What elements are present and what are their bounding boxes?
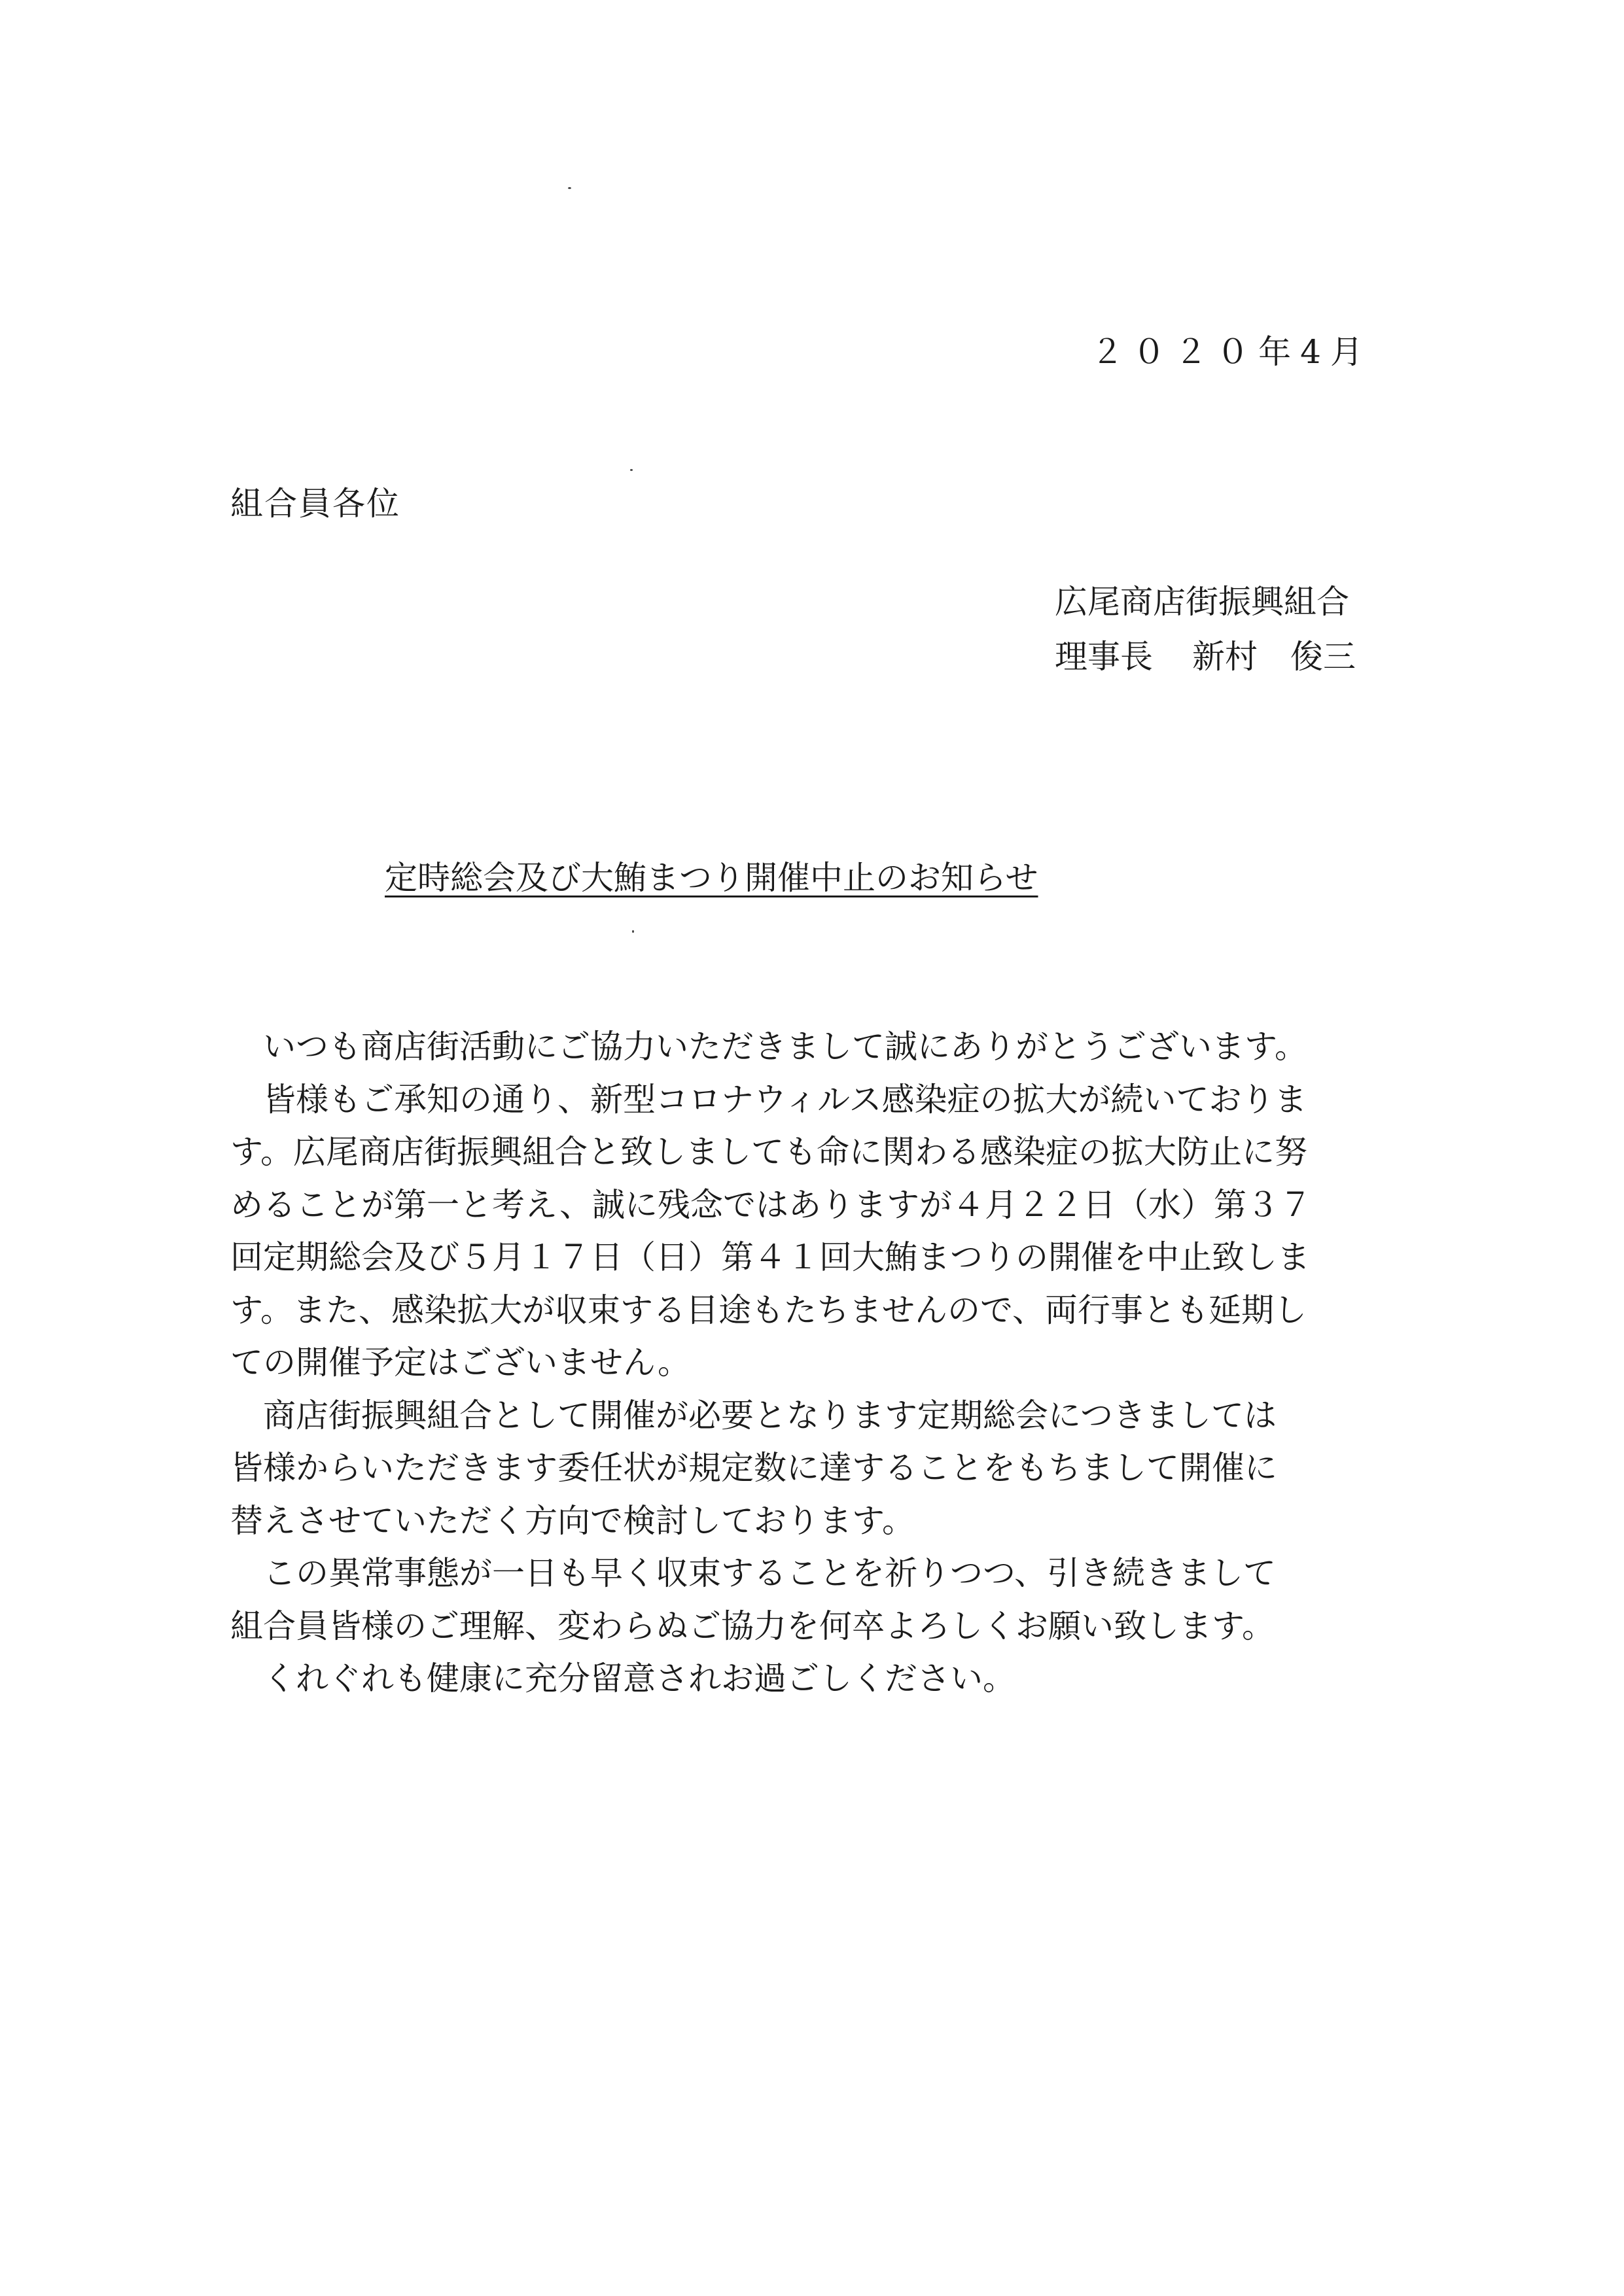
body-line: めることが第一と考え、誠に残念ではありますが４月２２日（水）第３７ bbox=[230, 1185, 1312, 1224]
scan-speck bbox=[630, 469, 633, 471]
notice-title: 定時総会及び大鮪まつり開催中止のお知らせ bbox=[385, 859, 1038, 897]
letter-date: ２０２０年4月 bbox=[1091, 333, 1372, 371]
body-line: 皆様もご承知の通り、新型コロナウィルス感染症の拡大が続いておりま bbox=[230, 1080, 1307, 1119]
recipient-salutation: 組合員各位 bbox=[230, 485, 400, 523]
sender-block bbox=[1055, 574, 1356, 684]
sender-name-line bbox=[1055, 629, 1356, 684]
body-line: 皆様からいただきます委任状が規定数に達することをもちまして開催に bbox=[230, 1449, 1277, 1487]
sender-surname: 新村 bbox=[1192, 638, 1258, 676]
scan-speck bbox=[632, 930, 634, 933]
body-line: この異常事態が一日も早く収束することを祈りつつ、引き続きまして bbox=[230, 1554, 1276, 1592]
scan-speck bbox=[568, 187, 571, 189]
body-line: くれぐれも健康に充分留意されお過ごしください。 bbox=[230, 1660, 1015, 1697]
body-line: 回定期総会及び５月１７日（日）第４１回大鮪まつりの開催を中止致しま bbox=[230, 1238, 1310, 1276]
body-line: 組合員皆様のご理解、変わらぬご協力を何卒よろしくお願い致します。 bbox=[230, 1607, 1275, 1645]
notice-body bbox=[230, 1020, 1402, 1705]
body-line: 替えさせていただく方向で検討しております。 bbox=[230, 1501, 915, 1540]
body-line: す。広尾商店街振興組合と致しましても命に関わる感染症の拡大防止に努 bbox=[230, 1133, 1307, 1171]
sender-given-name: 俊三 bbox=[1290, 638, 1356, 676]
body-line: す。また、感染拡大が収束する目途もたちませんので、両行事とも延期し bbox=[230, 1291, 1307, 1329]
sender-title: 理事長 bbox=[1055, 638, 1153, 676]
sender-organization: 広尾商店街振興組合 bbox=[1055, 583, 1349, 621]
body-line: 商店街振興組合として開催が必要となります定期総会につきましては bbox=[230, 1396, 1277, 1435]
body-line: いつも商店街活動にご協力いただきまして誠にありがとうございます。 bbox=[230, 1028, 1307, 1066]
body-line: ての開催予定はございません。 bbox=[230, 1344, 690, 1382]
